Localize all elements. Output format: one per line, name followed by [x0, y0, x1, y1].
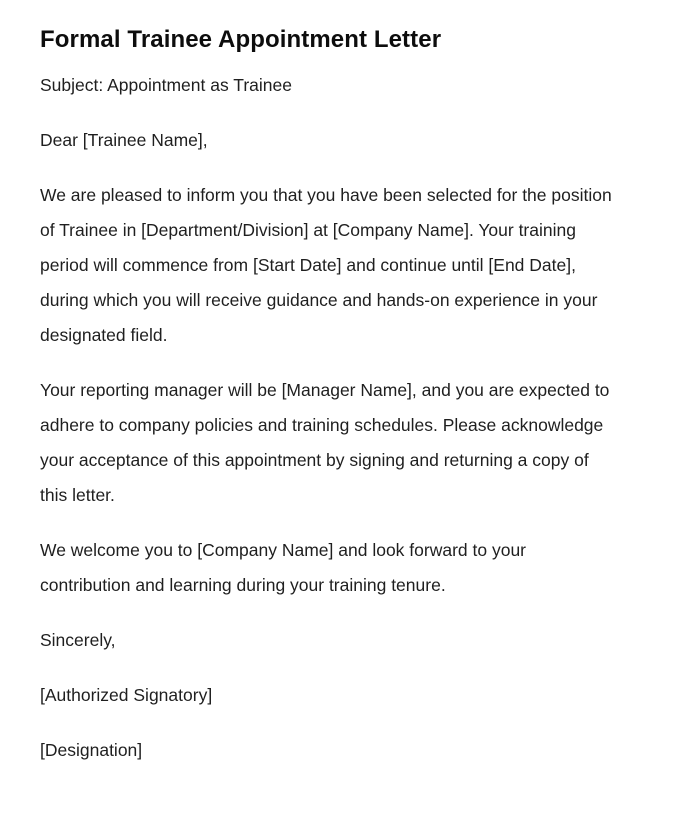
subject-line: Subject: Appointment as Trainee [40, 75, 292, 95]
salutation: Dear [Trainee Name], [40, 130, 208, 150]
body-paragraph-2: Your reporting manager will be [Manager Name], and you are expected to adhere to company policies and training schedules. Please acknowledge your acceptance of this appointment by signing and returning a copy of this letter. [40, 380, 610, 505]
closing: Sincerely, [40, 630, 116, 650]
body-paragraph-1: We are pleased to inform you that you have been selected for the position of Trainee in [Department/Division] at [Company Name]. Your training period will commence from [Start Date] and continue until [End Date], during which you will receive guidance and hands-on experience in your designated field. [40, 185, 612, 345]
signatory-placeholder: [Authorized Signatory] [40, 685, 213, 705]
designation-placeholder: [Designation] [40, 740, 143, 760]
page-title: Formal Trainee Appointment Letter [40, 26, 442, 53]
body-paragraph-3: We welcome you to [Company Name] and look forward to your contribution and learning during your training tenure. [40, 540, 527, 595]
